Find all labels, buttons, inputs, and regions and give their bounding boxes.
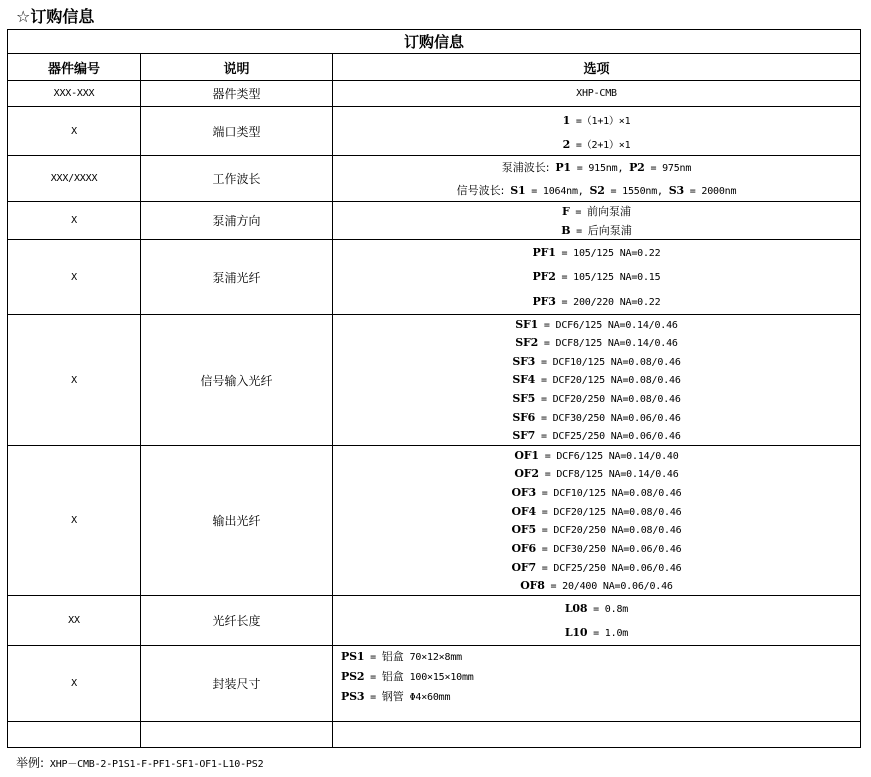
empty-cell (141, 722, 333, 748)
option-text: = DCF25/250 NA=0.06/0.46 (535, 431, 681, 443)
option-equals: = (364, 652, 382, 663)
option-key: PS3 (341, 690, 365, 703)
code-cell: X (8, 446, 141, 596)
code-cell: X (8, 202, 141, 240)
option-key: PF3 (532, 295, 556, 309)
example-label: 举例: (16, 756, 45, 770)
row-device-type (8, 81, 861, 107)
option-text: =（1+1）×1 (570, 115, 631, 127)
option-size: 70×12×8mm (403, 652, 462, 663)
signal-wavelength-line (333, 182, 860, 198)
code-cell: X (8, 107, 141, 156)
option-line (333, 449, 860, 462)
options-cell (333, 240, 861, 315)
option-key: OF7 (511, 560, 536, 574)
option-text: = DCF30/250 NA=0.06/0.46 (535, 543, 682, 555)
option-key: S3 (668, 183, 684, 197)
header-code: 器件编号 (8, 54, 141, 81)
row-pump-fiber (8, 240, 861, 315)
option-value: XHP-CMB (333, 81, 861, 107)
option-text: = 0.8m (587, 603, 629, 615)
option-text: = DCF10/125 NA=0.08/0.46 (535, 356, 681, 368)
code-cell: XXX/XXXX (8, 156, 141, 202)
option-line (333, 505, 860, 518)
options-cell (333, 202, 861, 240)
header-options: 选项 (333, 54, 861, 81)
row-port-type (8, 107, 861, 156)
option-key: 1 (562, 113, 571, 127)
row-package-size (8, 646, 861, 722)
option-line (333, 318, 860, 331)
option-text: = DCF6/125 NA=0.14/0.40 (538, 450, 679, 462)
ordering-table (7, 29, 861, 748)
option-line (341, 667, 860, 687)
description-cell: 泵浦光纤 (141, 240, 333, 315)
description-cell: 信号输入光纤 (141, 315, 333, 446)
options-cell (333, 596, 861, 646)
pump-wavelength-label: 泵浦波长: (501, 161, 550, 175)
option-key: 2 (562, 137, 571, 151)
option-line (333, 467, 860, 480)
option-text: =（2+1）×1 (570, 139, 631, 151)
options-cell (333, 107, 861, 156)
option-line (333, 542, 860, 555)
table-header-row (8, 54, 861, 81)
option-key: F (561, 205, 570, 219)
option-text: = 975nm (644, 163, 692, 175)
code-cell: X (8, 646, 141, 722)
option-line (333, 626, 860, 639)
option-key: SF4 (512, 373, 536, 387)
option-line (333, 392, 860, 405)
option-size: Φ4×60mm (403, 692, 451, 703)
option-key: OF5 (511, 523, 536, 537)
table-title: 订购信息 (8, 30, 861, 54)
option-line (333, 373, 860, 386)
option-text: = 20/400 NA=0.06/0.46 (544, 581, 673, 593)
description-cell: 泵浦方向 (141, 202, 333, 240)
description-cell: 端口类型 (141, 107, 333, 156)
option-key: L08 (564, 601, 588, 615)
option-text: = DCF20/250 NA=0.08/0.46 (535, 394, 681, 406)
option-text: = 1064nm, (525, 185, 584, 197)
option-line (333, 486, 860, 499)
empty-cell (333, 722, 861, 748)
table-title-row (8, 30, 861, 54)
option-key: S1 (510, 183, 526, 197)
code-cell: XX (8, 596, 141, 646)
option-text: = DCF25/250 NA=0.06/0.46 (535, 562, 682, 574)
code-cell: X (8, 240, 141, 315)
option-equals: = (364, 692, 382, 703)
description-cell: 工作波长 (141, 156, 333, 202)
empty-cell (8, 722, 141, 748)
option-key: L10 (564, 626, 588, 640)
option-text: = 1550nm, (604, 185, 663, 197)
option-equals: = (364, 672, 382, 683)
options-cell (333, 315, 861, 446)
option-key: SF6 (512, 410, 536, 424)
row-signal-fiber (8, 315, 861, 446)
empty-row (8, 722, 861, 748)
options-cell (333, 446, 861, 596)
option-material: 钢管 (381, 690, 404, 703)
option-key: P1 (555, 161, 571, 175)
row-fiber-length (8, 596, 861, 646)
option-equals: = (569, 207, 588, 219)
option-text: 后向泵浦 (587, 223, 632, 237)
option-key: OF6 (511, 541, 536, 555)
option-key: SF2 (515, 336, 539, 350)
signal-wavelength-label: 信号波长: (456, 183, 505, 197)
option-text: = 915nm, (570, 163, 624, 175)
option-line (333, 355, 860, 368)
option-line (333, 602, 860, 615)
option-text: = 105/125 NA=0.22 (555, 247, 661, 259)
header-description: 说明 (141, 54, 333, 81)
option-key: OF1 (514, 448, 539, 462)
example-footnote (16, 754, 263, 771)
option-key: S2 (589, 183, 605, 197)
option-key: OF3 (511, 486, 536, 500)
option-key: OF4 (511, 504, 536, 518)
option-key: PS1 (341, 650, 365, 663)
option-line (333, 336, 860, 349)
option-key: SF7 (512, 429, 536, 443)
option-text: = 2000nm (683, 185, 737, 197)
option-line (333, 523, 860, 536)
option-line (333, 246, 860, 259)
option-line (333, 561, 860, 574)
option-text: = DCF8/125 NA=0.14/0.46 (538, 338, 678, 350)
example-code: XHP－CMB-2-P1S1-F-PF1-SF1-OF1-L10-PS2 (44, 759, 264, 770)
option-key: PF2 (532, 270, 556, 284)
option-size: 100×15×10mm (403, 672, 474, 683)
option-line (341, 647, 860, 667)
option-text: = 105/125 NA=0.15 (555, 272, 661, 284)
option-key: PF1 (532, 245, 556, 259)
option-line (333, 411, 860, 424)
option-text: = DCF10/125 NA=0.08/0.46 (535, 488, 682, 500)
option-text: = 200/220 NA=0.22 (555, 297, 661, 309)
option-key: OF8 (520, 579, 545, 593)
option-text: = 1.0m (587, 628, 629, 640)
row-pump-direction (8, 202, 861, 240)
option-text: = DCF6/125 NA=0.14/0.46 (538, 319, 678, 331)
option-text: = DCF20/250 NA=0.08/0.46 (535, 525, 682, 537)
description-cell: 光纤长度 (141, 596, 333, 646)
option-line (333, 579, 860, 592)
option-line (333, 203, 860, 219)
description-cell: 输出光纤 (141, 446, 333, 596)
option-text: = DCF20/125 NA=0.08/0.46 (535, 375, 681, 387)
option-line (333, 112, 860, 127)
description-cell: 封装尺寸 (141, 646, 333, 722)
option-material: 铝盒 (381, 670, 404, 683)
option-key: OF2 (514, 467, 539, 481)
option-text: = DCF20/125 NA=0.08/0.46 (535, 506, 682, 518)
option-line (333, 136, 860, 151)
options-cell (333, 156, 861, 202)
code-cell: X (8, 315, 141, 446)
option-line (333, 222, 860, 238)
row-wavelength (8, 156, 861, 202)
option-key: SF3 (512, 354, 536, 368)
option-line (341, 687, 860, 707)
option-line (333, 429, 860, 442)
row-output-fiber (8, 446, 861, 596)
option-text: = DCF8/125 NA=0.14/0.46 (538, 469, 679, 481)
option-line (333, 295, 860, 308)
option-key: SF5 (512, 392, 536, 406)
option-text: = DCF30/250 NA=0.06/0.46 (535, 412, 681, 424)
option-key: PS2 (341, 670, 365, 683)
option-equals: = (570, 225, 588, 237)
option-key: P2 (629, 161, 645, 175)
option-material: 铝盒 (381, 650, 404, 663)
pump-wavelength-line (333, 159, 860, 175)
section-heading: ☆订购信息 (16, 7, 95, 26)
option-text: 前向泵浦 (587, 205, 632, 219)
code-cell: XXX-XXX (8, 81, 141, 107)
option-key: B (561, 223, 571, 237)
description-cell: 器件类型 (141, 81, 333, 107)
option-key: SF1 (515, 317, 539, 331)
option-line (333, 270, 860, 283)
options-cell (333, 646, 861, 722)
